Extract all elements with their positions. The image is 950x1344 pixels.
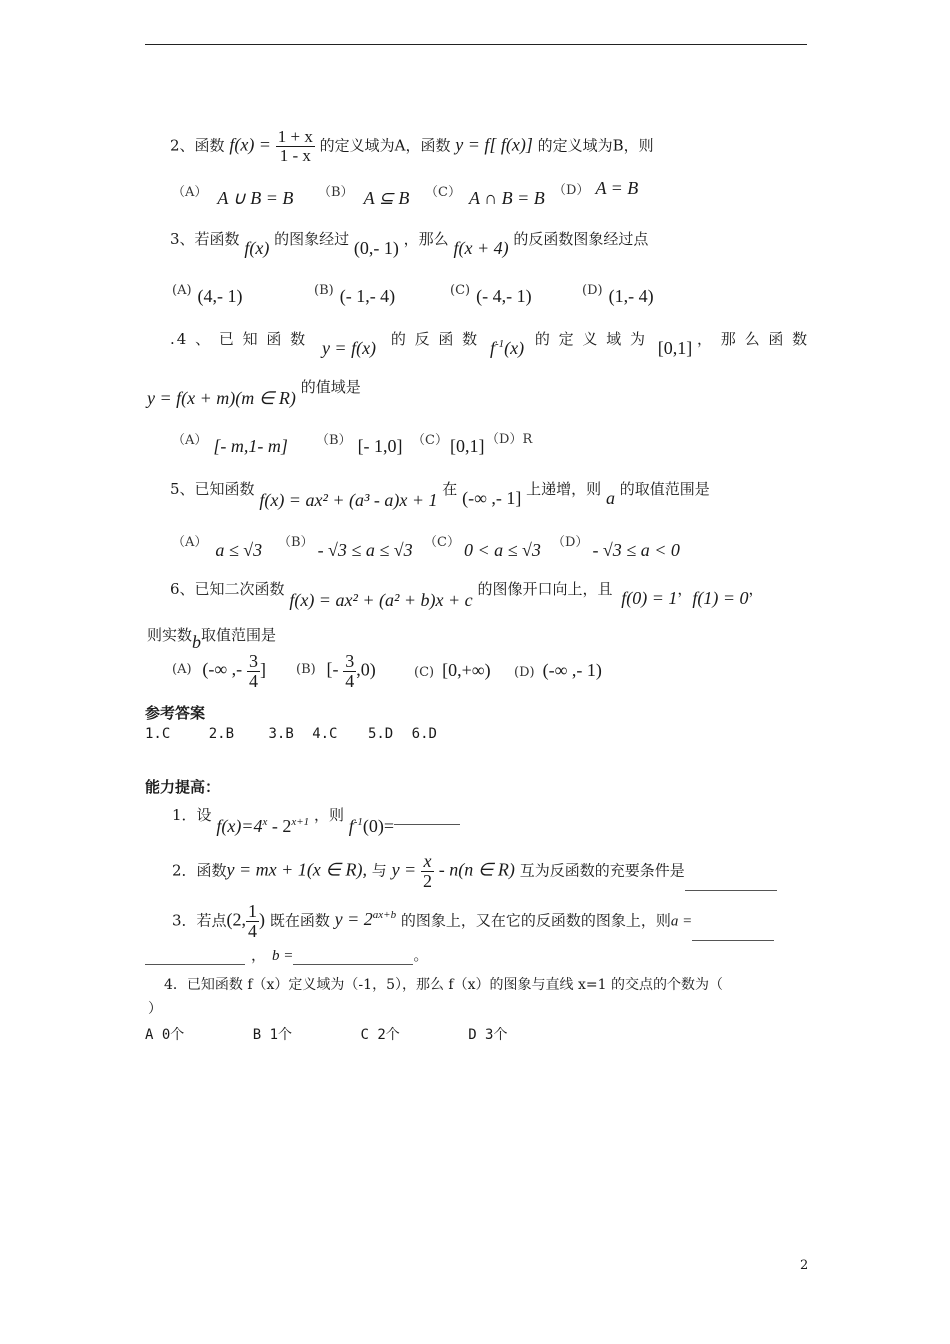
q5-label: 5、已知函数 <box>170 480 255 498</box>
q4-text1: 的 反 函 数 <box>390 330 480 348</box>
p3-b: b = <box>272 948 294 964</box>
answer-item: 5.D <box>367 726 394 742</box>
q4-opt-label: （C） <box>412 433 448 448</box>
q2-opt-math: A ∩ B = B <box>468 188 545 208</box>
q2-option-b <box>318 180 410 208</box>
ability-title: 能力提高： <box>145 778 221 796</box>
q4-line1 <box>170 328 810 358</box>
q5-text2: 上递增，则 <box>526 480 602 498</box>
q4-domain: [0,1] <box>657 338 693 358</box>
q6-opt-frac <box>247 652 260 691</box>
q3-option-b <box>314 278 396 306</box>
p1-finv-sup: -1 <box>353 816 363 828</box>
p1-fx-base: f(x)=4 <box>216 816 263 836</box>
q4-opt-math: R <box>522 432 533 447</box>
q2-text2: 的定义域为B，则 <box>537 136 654 155</box>
q6-frac-num: 3 <box>248 651 258 671</box>
q3-opt-math: (- 4,- 1) <box>476 286 532 306</box>
q2-opt-math: A ∪ B = B <box>217 188 294 208</box>
q2-opt-label: （A） <box>172 185 208 200</box>
ability-p3 <box>172 902 774 941</box>
q5-fx: f(x) = ax² + (a³ - a)x + 1 <box>259 490 438 510</box>
q5-interval: (-∞ ,- 1] <box>462 488 522 508</box>
q6-cond2: f(1) = 0 <box>692 588 749 608</box>
q2-frac-den: 1 - x <box>279 145 311 165</box>
p3-frac-num: 1 <box>248 901 258 921</box>
ability-p2 <box>172 852 777 891</box>
q4-option-d <box>486 428 532 447</box>
p2-label: 2．函数 <box>172 861 227 880</box>
answer-item: 2.B <box>208 726 235 742</box>
q2-label: 2、函数 <box>170 136 225 155</box>
q2-frac-num: 1 + x <box>277 127 313 146</box>
p4-text: 4．已知函数 f（x）定义域为（-1，5），那么 f（x）的图象与直线 x=1 的交点的个数为（ <box>164 977 723 993</box>
p2-frac <box>421 852 434 891</box>
header-rule <box>145 44 807 45</box>
q2-opt-label: （C） <box>425 185 461 200</box>
q2-opt-math: A = B <box>595 178 639 198</box>
p4-options <box>145 1024 508 1044</box>
p2-expr2b: - n(n ∈ R) <box>438 859 515 880</box>
q2-option-a <box>172 180 294 208</box>
q2-expr: y = f[ f(x)] <box>455 134 533 155</box>
ability-p1 <box>172 804 460 836</box>
p4-option-d: D 3个 <box>468 1027 508 1043</box>
q6-opt-label: (D) <box>514 665 535 680</box>
q5-opt-math: - √3 ≤ a ≤ √3 <box>317 540 413 560</box>
q2-option-d <box>553 178 638 199</box>
q5-opt-math: - √3 ≤ a < 0 <box>592 540 680 560</box>
p2-frac-num: x <box>421 852 434 872</box>
answers-title: 参考答案 <box>145 704 206 722</box>
q5-option-d <box>552 530 680 560</box>
q3-opt-label: (D) <box>582 283 603 298</box>
q4-finv-sup: -1 <box>494 338 505 350</box>
q3-opt-label: (C) <box>450 283 471 298</box>
q4-opt-math: [0,1] <box>449 436 485 456</box>
q4-opt-math: [- m,1- m] <box>213 436 288 456</box>
p1-label: 1．设 <box>172 806 212 824</box>
q5-opt-label: （D） <box>552 535 589 550</box>
q5-opt-label: （B） <box>278 535 314 550</box>
q6-frac-den: 4 <box>345 670 355 691</box>
q6-opt-pre: [- <box>326 659 339 680</box>
q3-option-d <box>582 278 654 306</box>
q6-label: 6、已知二次函数 <box>170 580 285 598</box>
q5-text1: 在 <box>442 480 458 498</box>
q2-opt-math: A ⊆ B <box>363 188 410 208</box>
q4-opt-label: （D） <box>486 432 523 447</box>
q6-var: b <box>192 632 202 652</box>
q3-point: (0,- 1) <box>353 238 399 258</box>
q5-option-b <box>278 530 413 560</box>
p3-text2: 的图象上，又在它的反函数的图象上，则 <box>400 911 671 930</box>
q3-opt-math: (4,- 1) <box>197 286 243 306</box>
p3-a-blank[interactable] <box>692 926 774 941</box>
q4-line2 <box>147 376 361 408</box>
q3-line <box>170 228 649 258</box>
p1-text1: ，则 <box>313 806 344 824</box>
q3-fx: f(x) <box>244 238 270 258</box>
p3-label: 3．若点 <box>172 911 227 930</box>
answer-item: 3.B <box>268 726 294 742</box>
q3-option-a <box>172 278 243 306</box>
q6-option-c <box>414 660 491 681</box>
q6-frac-den: 4 <box>248 670 258 691</box>
q6-fx: f(x) = ax² + (a² + b)x + c <box>289 590 473 610</box>
q6-option-a <box>172 652 266 691</box>
q6-frac-num: 3 <box>345 651 355 671</box>
ability-p3-line2 <box>145 944 428 965</box>
p3-sup: ax+b <box>372 909 397 922</box>
p3-fx <box>335 909 396 929</box>
q4-text4: 的值域是 <box>300 378 361 396</box>
q6-option-d <box>514 660 602 681</box>
q4-label: .4 、 已 知 函 数 <box>170 330 308 348</box>
q3-opt-math: (1,- 4) <box>608 286 654 306</box>
q4-opt-label: （A） <box>172 433 208 448</box>
p1-answer-blank[interactable] <box>394 810 460 825</box>
p2-frac-den: 2 <box>422 870 432 891</box>
q5-opt-label: （A） <box>172 535 208 550</box>
q6-line2 <box>147 624 277 652</box>
q4-finv-f: f <box>489 338 495 358</box>
p3-pt-post: ) <box>259 909 266 930</box>
p1-finv-arg: (0)= <box>362 816 395 836</box>
q3-fx4: f(x + 4) <box>453 238 509 258</box>
q4-option-c <box>412 428 485 456</box>
q5-var: a <box>605 488 615 508</box>
q2-line <box>170 128 654 165</box>
p1-sup2: x+1 <box>291 816 310 828</box>
p3-a-blank-cont[interactable] <box>145 950 245 965</box>
q3-option-c <box>450 278 532 306</box>
q6-opt-math: [0,+∞) <box>442 660 491 680</box>
q3-opt-label: (A) <box>172 283 192 298</box>
q5-opt-label: （C） <box>424 535 460 550</box>
p3-end: 。 <box>413 946 429 964</box>
q6-line2b: 取值范围是 <box>201 626 277 644</box>
p4-option-b: B 1个 <box>252 1027 293 1043</box>
answer-item: 6.D <box>411 726 437 742</box>
q4-opt-math: [- 1,0] <box>357 436 403 456</box>
q4-option-b <box>316 428 403 456</box>
q5-text3: 的取值范围是 <box>619 480 710 498</box>
p1-fx <box>216 816 309 836</box>
q4-finv-arg: (x) <box>504 338 525 358</box>
q2-fx: f(x) = <box>229 134 271 155</box>
p4-option-a: A 0个 <box>145 1027 185 1043</box>
p3-pt-pre: (2, <box>226 909 247 930</box>
p3-a: a = <box>670 913 693 930</box>
p1-minus: - 2 <box>267 816 292 836</box>
p2-expr2a: y = <box>391 859 417 880</box>
q6-opt-label: (A) <box>172 662 192 678</box>
p3-fx-base: y = 2 <box>334 909 373 930</box>
p2-text2: 互为反函数的充要条件是 <box>519 861 685 880</box>
p1-finv <box>349 816 394 836</box>
p1-finv-f: f <box>348 816 354 836</box>
page-number: 2 <box>800 1258 809 1273</box>
q3-opt-label: (B) <box>314 283 334 298</box>
q3-text2: ，那么 <box>403 230 449 248</box>
q5-line <box>170 478 710 510</box>
q4-option-a <box>172 428 288 456</box>
q3-text1: 的图象经过 <box>274 230 350 248</box>
q3-opt-math: (- 1,- 4) <box>339 286 396 306</box>
q4-text3: ， 那 么 函 数 <box>697 330 810 348</box>
q6-line2a: 则实数 <box>147 626 193 644</box>
q2-opt-label: （D） <box>553 183 590 198</box>
p3-b-sep: ， <box>251 946 267 964</box>
q6-opt-post: ,0) <box>356 659 376 680</box>
q4-fx: y = f(x) <box>321 338 377 358</box>
q2-opt-label: （B） <box>318 185 354 200</box>
q3-label: 3、若函数 <box>170 230 240 248</box>
p3-b-blank[interactable] <box>293 950 413 965</box>
answer-item: 1.C <box>145 726 171 742</box>
p3-frac-den: 4 <box>248 920 258 941</box>
q5-option-a <box>172 530 263 560</box>
q6-option-b <box>296 652 376 691</box>
q3-text3: 的反函数图象经过点 <box>513 230 649 248</box>
q2-option-c <box>425 180 545 208</box>
q6-opt-label: (C) <box>414 665 435 680</box>
q4-expr: y = f(x + m)(m ∈ R) <box>147 388 296 408</box>
p2-answer-blank[interactable] <box>685 876 777 891</box>
ability-p4 <box>164 974 723 994</box>
q4-finv <box>490 338 524 358</box>
p1-sup1: x <box>262 816 268 828</box>
q4-opt-label: （B） <box>316 433 352 448</box>
q6-opt-math: (-∞ ,- 1) <box>542 660 602 680</box>
q6-opt-label: (B) <box>296 662 316 678</box>
q6-opt-pre: (-∞ ,- <box>202 659 243 680</box>
q5-opt-math: a ≤ √3 <box>215 540 263 560</box>
p3-frac <box>246 902 259 941</box>
ability-p4-close: ） <box>148 1001 162 1017</box>
answers-list <box>145 726 437 742</box>
q6-text1: 的图像开口向上，且 <box>477 580 613 598</box>
q6-cond1: f(0) = 1 <box>621 588 678 608</box>
q6-line1: 6、已知二次函数 f(x) = ax² + (a² + b)x + c 的图像开口向上，且 f(0) = 1，f(1) = 0， <box>170 580 764 610</box>
p4-option-c: C 2个 <box>360 1027 400 1043</box>
q6-opt-frac <box>343 652 356 691</box>
answer-item: 4.C <box>312 726 338 742</box>
q6-opt-post: ] <box>259 659 266 680</box>
p2-expr1: y = mx + 1(x ∈ R), <box>226 859 367 880</box>
q2-fraction <box>276 128 315 165</box>
q5-option-c <box>424 530 541 560</box>
p3-text1: 既在函数 <box>269 911 330 930</box>
q4-text2: 的 定 义 域 为 <box>534 330 647 348</box>
p2-text1: 与 <box>371 861 387 880</box>
q5-opt-math: 0 < a ≤ √3 <box>463 540 541 560</box>
q2-text1: 的定义域为A，函数 <box>319 136 451 155</box>
